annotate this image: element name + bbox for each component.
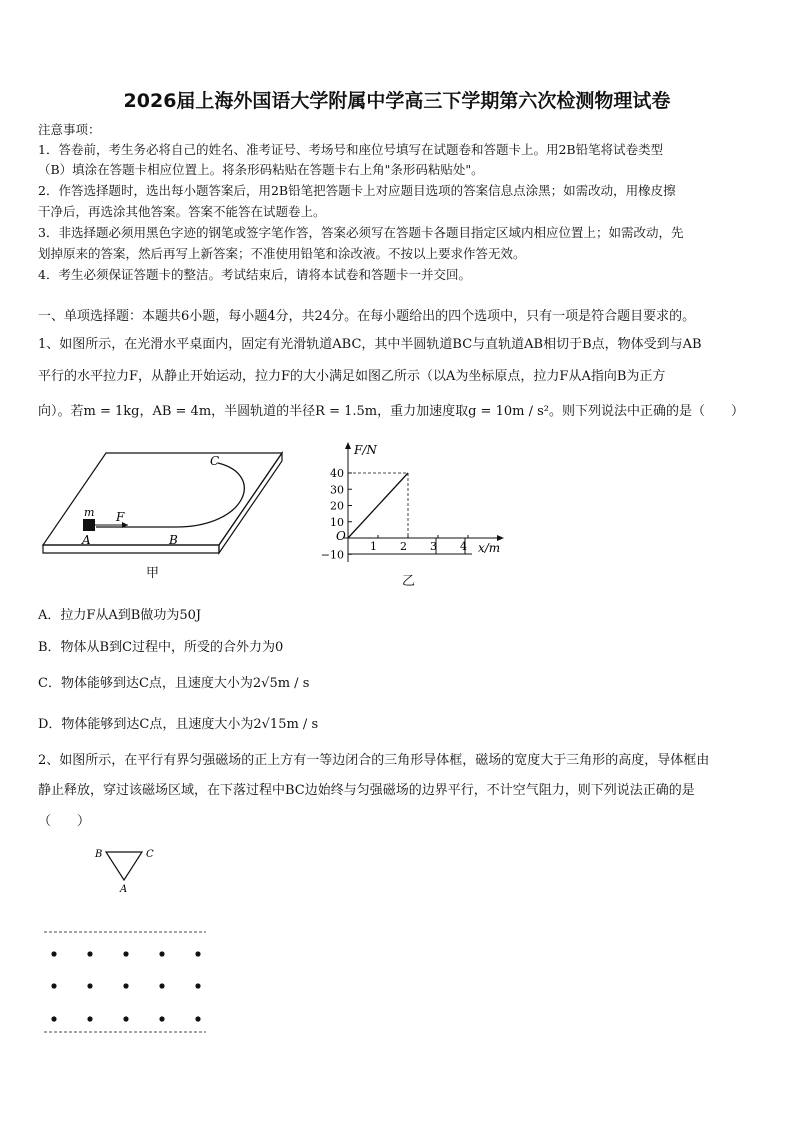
notice-line: 2．作答选择题时，选出每小题答案后，用2B铅笔把答题卡上对应题目选项的答案信息点涂黑；如需改动，用橡皮擦 — [38, 183, 676, 198]
notice-line: 划掉原来的答案，然后再写上新答案；不准使用铅笔和涂改液。不按以上要求作答无效。 — [38, 246, 526, 261]
label-b: B — [169, 533, 178, 547]
q2-stem-line: 静止释放，穿过该磁场区域，在下落过程中BC边始终与匀强磁场的边界平行，不计空气阻力，则下列说法正确的是 — [38, 783, 695, 798]
y-tick-label: −10 — [320, 548, 344, 562]
chart-origin: O — [336, 529, 346, 543]
label-f: F — [116, 510, 125, 524]
figure-caption-yi: 乙 — [402, 574, 416, 589]
chart-ylabel: F/N — [354, 443, 377, 457]
x-tick-label: 2 — [400, 540, 407, 553]
page-title: 2026届上海外国语大学附属中学高三下学期第六次检测物理试卷 — [123, 90, 671, 112]
notice-line: 4．考生必须保证答题卡的整洁。考试结束后，请将本试卷和答题卡一并交回。 — [38, 267, 471, 282]
notice-line: 3．非选择题必须用黑色字迹的钢笔或签字笔作答，答案必须写在答题卡各题目指定区域内相应位置上；如需改动，先 — [38, 225, 684, 240]
q1-stem-line: 平行的水平拉力F，从静止开始运动，拉力F的大小满足如图乙所示（以A为坐标原点，拉力F从A指向B为正方 — [38, 369, 666, 384]
q1-option-a: A．拉力F从A到B做功为50J — [38, 608, 202, 623]
y-tick-label: 40 — [330, 467, 344, 480]
q1-stem-line: 1、如图所示，在光滑水平桌面内，固定有光滑轨道ABC，其中半圆轨道BC与直轨道AB相切于B点，物体受到与AB — [38, 337, 702, 352]
x-tick-label: 3 — [430, 540, 437, 553]
notice-line: 干净后，再选涂其他答案。答案不能答在试题卷上。 — [38, 204, 326, 219]
q1-stem-line: 向）。若m = 1kg，AB = 4m，半圆轨道的半径R = 1.5m，重力加速度取g = 10m / s²。则下列说法中正确的是（ ） — [38, 404, 744, 419]
label-c: C — [146, 849, 154, 860]
series-line — [348, 473, 408, 538]
y-tick-label: 10 — [330, 515, 344, 529]
q1-option-d: D．物体能够到达C点，且速度大小为2√15m / s — [38, 717, 319, 732]
label-a: A — [82, 533, 91, 547]
q1-force-chart — [318, 440, 518, 570]
label-m: m — [84, 506, 95, 519]
notice-line: 1．答卷前，考生务必将自己的姓名、准考证号、考场号和座位号填写在试题卷和答题卡上。用2B铅笔将试卷类型 — [38, 142, 664, 157]
y-tick-label: 30 — [330, 483, 344, 497]
q1-option-b: B．物体从B到C过程中，所受的合外力为0 — [38, 640, 284, 655]
q2-figure-triangle-field — [40, 842, 220, 1042]
notice-heading: 注意事项： — [38, 122, 101, 137]
q1-option-c: C．物体能够到达C点，且速度大小为2√5m / s — [38, 676, 310, 691]
notice-line: （B）填涂在答题卡相应位置上。将条形码粘贴在答题卡右上角"条形码粘贴处"。 — [38, 162, 484, 177]
q2-stem-line: 2、如图所示，在平行有界匀强磁场的正上方有一等边闭合的三角形导体框，磁场的宽度大于三角形的高度，导体框由 — [38, 753, 710, 768]
x-tick-label: 1 — [370, 540, 377, 553]
section-heading: 一、单项选择题：本题共6小题，每小题4分，共24分。在每小题给出的四个选项中，只有一项是符合题目要求的。 — [38, 309, 696, 324]
x-tick-label: 4 — [460, 540, 467, 553]
y-tick-label: 20 — [330, 499, 344, 513]
q2-stem-line: （ ） — [38, 814, 91, 829]
label-a: A — [120, 884, 128, 895]
chart-xlabel: x/m — [478, 541, 501, 555]
q1-figure-track — [36, 445, 296, 585]
figure-caption-jia: 甲 — [146, 566, 160, 581]
label-b: B — [95, 849, 103, 860]
label-c: C — [210, 454, 220, 468]
